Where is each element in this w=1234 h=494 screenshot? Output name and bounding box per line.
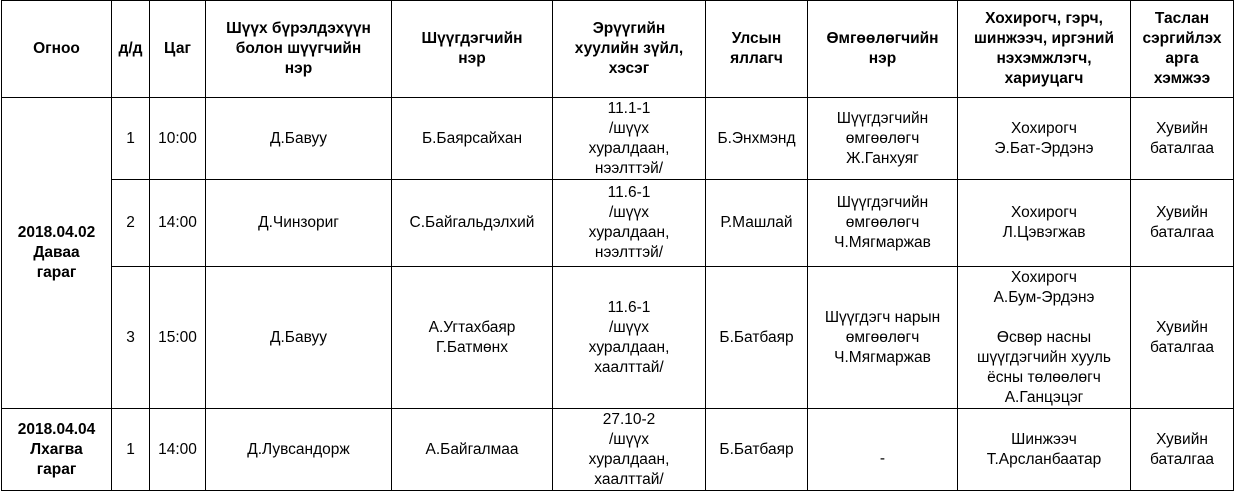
header-line: Таслан [1154,10,1210,27]
header-defender [808,1,958,98]
cell-line: С.Байгальдэлхий [409,214,535,231]
header-line: Өмгөөлөгчийн [826,30,939,47]
measure-cell [1131,180,1234,267]
defendant-cell [392,180,553,267]
table-row [2,98,1234,180]
header-line: Улсын [731,30,782,47]
defendant-cell [392,267,553,409]
cell-line: Хувийн [1156,119,1208,137]
cell-line: Л.Цэвэгжав [1002,224,1086,241]
header-defendant [392,1,553,98]
cell-line: /шүүх [609,430,649,448]
cell-line: Э.Бат-Эрдэнэ [994,139,1094,157]
victim-cell [958,267,1131,409]
header-line: Эрүүгийн [592,20,666,37]
header-line: Шүүх бүрэлдэхүүн [226,20,371,37]
law-cell [553,409,706,491]
cell-line: /шүүх [609,204,649,221]
num-cell: 3 [112,267,150,409]
cell-line: өмгөөлөгч [845,328,920,346]
header-row [2,1,1234,98]
header-victim [958,1,1131,98]
header-line: хариуцагч [1004,70,1084,87]
date-line: 2018.04.02 [17,224,96,241]
cell-line: хуралдаан, [588,139,670,157]
cell-line: Өсвөр насны [996,328,1092,346]
header-num: д/д [112,1,150,98]
header-line: нэр [868,50,897,67]
cell-line: баталгаа [1150,139,1214,157]
cell-line: ёсны төлөөлөгч [987,368,1101,386]
court-schedule-table [1,0,1234,491]
cell-line: баталгаа [1150,450,1214,468]
cell-line: А.Ганцэцэг [1004,388,1084,406]
prosecutor-cell: Б.Энхмэнд [706,98,808,180]
cell-line: Ж.Ганхуяг [846,149,919,167]
cell-line: баталгаа [1150,338,1214,356]
header-line: Хохирогч, гэрч, [985,10,1103,27]
cell-line: /шүүх [609,318,649,336]
cell-line: Хохирогч [1011,204,1077,221]
victim-cell [958,180,1131,267]
cell-line: нээлттэй/ [594,244,664,261]
header-law [553,1,706,98]
prosecutor-cell: Б.Батбаяр [706,409,808,491]
cell-line: өмгөөлөгч [845,129,920,147]
cell-line: А.Бум-Эрдэнэ [993,288,1095,306]
header-line: хуулийн зүйл, [574,40,684,57]
cell-line: Ч.Мягмаржав [834,348,931,366]
judge-cell: Д.Бавуу [206,267,392,409]
date-cell [2,409,112,491]
cell-line: шүүгдэгчийн хууль [977,348,1111,366]
header-line: нэр [458,50,486,67]
defender-cell [808,180,958,267]
measure-cell [1131,267,1234,409]
header-line: болон шүүгчийн [235,40,362,57]
header-time: Цаг [150,1,206,98]
judge-cell: Д.Лувсандорж [206,409,392,491]
num-cell: 1 [112,409,150,491]
cell-line: Ч.Мягмаржав [834,234,931,251]
header-line: шинжээч, иргэний [974,30,1114,47]
cell-line: хаалттай/ [594,358,664,376]
header-judge [206,1,392,98]
header-line: яллагч [730,50,783,67]
time-cell: 14:00 [150,409,206,491]
cell-line: 27.10-2 [602,410,656,428]
law-cell [553,267,706,409]
time-cell: 10:00 [150,98,206,180]
prosecutor-cell: Р.Машлай [706,180,808,267]
table-row [2,409,1234,491]
table-row [2,180,1234,267]
table-row [2,267,1234,409]
cell-line: хуралдаан, [588,224,670,241]
header-date: Огноо [2,1,112,98]
defendant-cell [392,409,553,491]
judge-cell: Д.Чинзориг [206,180,392,267]
date-line: гараг [36,460,77,478]
defender-cell [808,98,958,180]
num-cell: 1 [112,98,150,180]
cell-line: 11.1-1 [607,99,651,117]
header-line: сэргийлэх [1142,30,1222,47]
measure-cell [1131,98,1234,180]
law-cell [553,180,706,267]
cell-line: Хохирогч [1011,268,1077,286]
cell-line: Хувийн [1156,430,1208,448]
cell-line: Хохирогч [1011,119,1077,137]
cell-line: 11.6-1 [607,184,651,201]
cell-line: 11.6-1 [607,298,651,316]
cell-line: хаалттай/ [594,470,664,488]
cell-line: Шүүгдэгчийн [836,194,929,211]
date-cell [2,98,112,409]
prosecutor-cell: Б.Батбаяр [706,267,808,409]
cell-line: Б.Баярсайхан [421,129,523,147]
num-cell: 2 [112,180,150,267]
defendant-cell [392,98,553,180]
cell-line: Хувийн [1156,204,1208,221]
header-prosecutor [706,1,808,98]
date-line: 2018.04.04 [17,420,96,438]
cell-line: хуралдаан, [588,338,670,356]
judge-cell: Д.Бавуу [206,98,392,180]
cell-line: Шүүгдэгч нарын [824,308,941,326]
header-line: нэхэмжлэгч, [996,50,1092,67]
cell-line: А.Байгалмаа [425,440,519,458]
time-cell: 14:00 [150,180,206,267]
date-line: гараг [36,264,77,281]
date-line: Даваа [33,244,80,261]
cell-line: өмгөөлөгч [845,214,920,231]
header-line: Шүүгдэгчийн [421,30,523,47]
date-line: Лхагва [30,440,83,458]
cell-line: Т.Арсланбаатар [986,450,1102,468]
header-line: нэр [284,60,313,77]
cell-line: Хувийн [1156,318,1208,336]
cell-gap [962,308,1126,328]
defender-cell [808,267,958,409]
cell-line: нээлттэй/ [594,159,664,177]
cell-line: Шинжээч [1011,430,1077,448]
header-line: хэмжээ [1153,70,1211,87]
cell-line: баталгаа [1150,224,1214,241]
victim-cell [958,98,1131,180]
header-measure [1131,1,1234,98]
victim-cell [958,409,1131,491]
header-line: арга [1165,50,1199,67]
cell-line: хуралдаан, [588,450,670,468]
time-cell: 15:00 [150,267,206,409]
law-cell [553,98,706,180]
defender-cell [808,409,958,491]
cell-line: Шүүгдэгчийн [836,109,929,127]
cell-line: - [879,449,886,467]
cell-line: /шүүх [609,119,649,137]
measure-cell [1131,409,1234,491]
cell-line: Г.Батмөнх [436,338,508,356]
header-line: хэсэг [608,60,650,77]
cell-line: А.Угтахбаяр [428,318,516,336]
